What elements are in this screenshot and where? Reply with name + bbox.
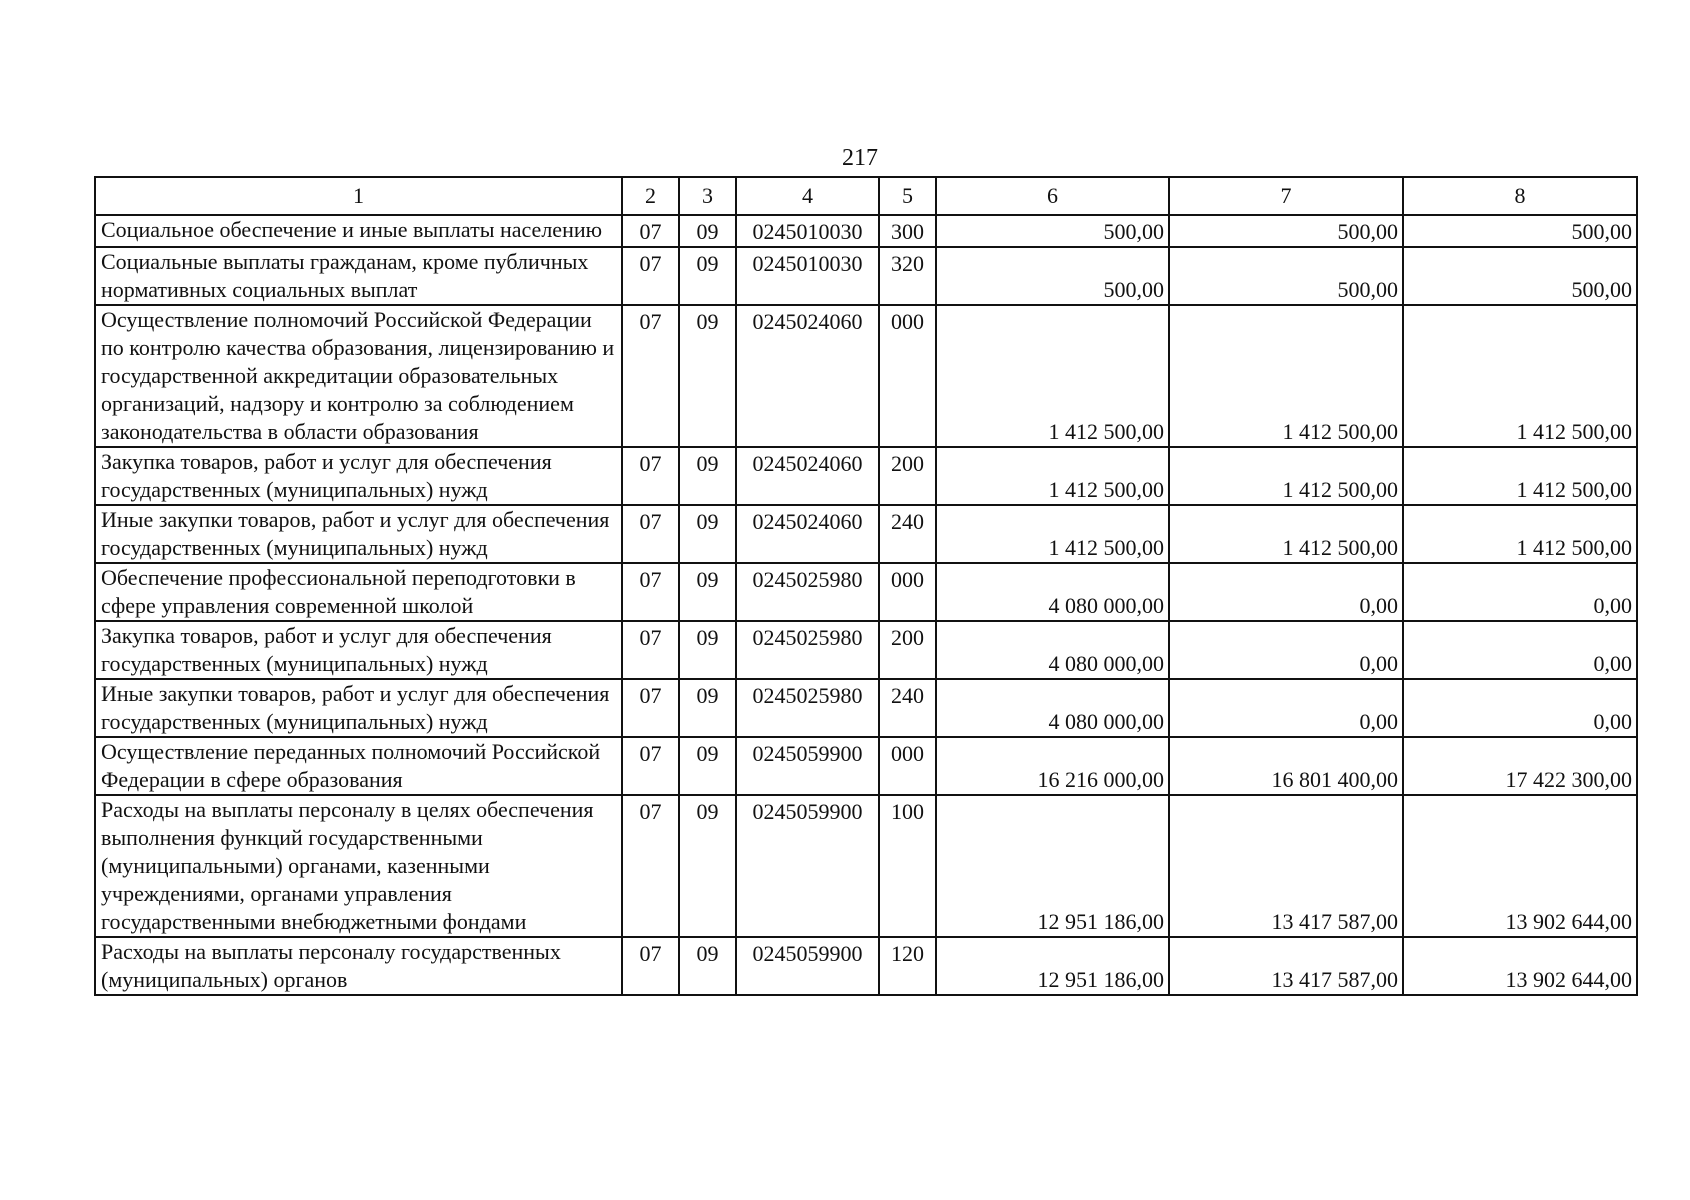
section-code: 07 <box>622 621 679 679</box>
subsection-code: 09 <box>679 795 736 937</box>
table-row <box>95 305 1637 447</box>
amount-col-6: 4 080 000,00 <box>936 679 1169 737</box>
subsection-code: 09 <box>679 447 736 505</box>
target-article-code: 0245010030 <box>736 247 879 305</box>
table-row <box>95 247 1637 305</box>
target-article-code: 0245059900 <box>736 937 879 995</box>
amount-col-6: 4 080 000,00 <box>936 621 1169 679</box>
target-article-code: 0245024060 <box>736 305 879 447</box>
amount-col-7: 1 412 500,00 <box>1169 447 1403 505</box>
table-row <box>95 737 1637 795</box>
amount-col-7: 13 417 587,00 <box>1169 937 1403 995</box>
amount-col-7: 16 801 400,00 <box>1169 737 1403 795</box>
amount-col-7: 0,00 <box>1169 679 1403 737</box>
amount-col-6: 500,00 <box>936 247 1169 305</box>
target-article-code: 0245025980 <box>736 621 879 679</box>
subsection-code: 09 <box>679 505 736 563</box>
expense-type-code: 000 <box>879 563 936 621</box>
expense-name: Социальное обеспечение и иные выплаты населению <box>95 215 622 247</box>
expense-name: Иные закупки товаров, работ и услуг для обеспечения государственных (муниципальных) нужд <box>95 505 622 563</box>
expense-name: Социальные выплаты гражданам, кроме публичных нормативных социальных выплат <box>95 247 622 305</box>
amount-col-8: 13 902 644,00 <box>1403 937 1637 995</box>
subsection-code: 09 <box>679 563 736 621</box>
amount-col-8: 0,00 <box>1403 679 1637 737</box>
amount-col-7: 0,00 <box>1169 621 1403 679</box>
amount-col-6: 12 951 186,00 <box>936 937 1169 995</box>
expense-type-code: 000 <box>879 305 936 447</box>
expense-name: Расходы на выплаты персоналу в целях обеспечения выполнения функций государственными (муниципальными) органами, казенными учреждениями, органами управления государственными внебюджетными фондами <box>95 795 622 937</box>
target-article-code: 0245010030 <box>736 215 879 247</box>
amount-col-8: 0,00 <box>1403 621 1637 679</box>
subsection-code: 09 <box>679 737 736 795</box>
column-header: 2 <box>622 177 679 215</box>
amount-col-8: 500,00 <box>1403 247 1637 305</box>
expense-name: Расходы на выплаты персоналу государственных (муниципальных) органов <box>95 937 622 995</box>
amount-col-8: 500,00 <box>1403 215 1637 247</box>
expense-type-code: 200 <box>879 447 936 505</box>
expense-type-code: 200 <box>879 621 936 679</box>
subsection-code: 09 <box>679 305 736 447</box>
amount-col-8: 0,00 <box>1403 563 1637 621</box>
amount-col-7: 0,00 <box>1169 563 1403 621</box>
expense-type-code: 240 <box>879 679 936 737</box>
expense-type-code: 240 <box>879 505 936 563</box>
amount-col-7: 13 417 587,00 <box>1169 795 1403 937</box>
expense-type-code: 100 <box>879 795 936 937</box>
section-code: 07 <box>622 247 679 305</box>
amount-col-7: 500,00 <box>1169 247 1403 305</box>
section-code: 07 <box>622 563 679 621</box>
budget-table <box>94 176 1638 996</box>
column-header: 1 <box>95 177 622 215</box>
column-header: 8 <box>1403 177 1637 215</box>
section-code: 07 <box>622 795 679 937</box>
expense-type-code: 300 <box>879 215 936 247</box>
expense-name: Закупка товаров, работ и услуг для обеспечения государственных (муниципальных) нужд <box>95 447 622 505</box>
amount-col-8: 1 412 500,00 <box>1403 447 1637 505</box>
column-header: 3 <box>679 177 736 215</box>
amount-col-7: 500,00 <box>1169 215 1403 247</box>
subsection-code: 09 <box>679 215 736 247</box>
amount-col-6: 4 080 000,00 <box>936 563 1169 621</box>
amount-col-7: 1 412 500,00 <box>1169 505 1403 563</box>
amount-col-6: 1 412 500,00 <box>936 305 1169 447</box>
amount-col-8: 13 902 644,00 <box>1403 795 1637 937</box>
table-row <box>95 621 1637 679</box>
expense-type-code: 000 <box>879 737 936 795</box>
subsection-code: 09 <box>679 937 736 995</box>
target-article-code: 0245025980 <box>736 563 879 621</box>
target-article-code: 0245059900 <box>736 737 879 795</box>
amount-col-6: 500,00 <box>936 215 1169 247</box>
subsection-code: 09 <box>679 679 736 737</box>
amount-col-6: 1 412 500,00 <box>936 447 1169 505</box>
table-row <box>95 679 1637 737</box>
table-row <box>95 215 1637 247</box>
section-code: 07 <box>622 305 679 447</box>
amount-col-8: 1 412 500,00 <box>1403 305 1637 447</box>
expense-type-code: 320 <box>879 247 936 305</box>
expense-name: Иные закупки товаров, работ и услуг для обеспечения государственных (муниципальных) нужд <box>95 679 622 737</box>
expense-name: Осуществление полномочий Российской Федерации по контролю качества образования, лицензированию и государственной аккредитации образовательных организаций, надзору и контролю за соблюдением законодательства в области образования <box>95 305 622 447</box>
page-number: 217 <box>842 145 878 171</box>
target-article-code: 0245025980 <box>736 679 879 737</box>
target-article-code: 0245024060 <box>736 505 879 563</box>
table-row <box>95 937 1637 995</box>
header-row <box>95 177 1637 215</box>
amount-col-6: 16 216 000,00 <box>936 737 1169 795</box>
amount-col-8: 17 422 300,00 <box>1403 737 1637 795</box>
section-code: 07 <box>622 505 679 563</box>
section-code: 07 <box>622 215 679 247</box>
column-header: 7 <box>1169 177 1403 215</box>
target-article-code: 0245024060 <box>736 447 879 505</box>
table-row <box>95 563 1637 621</box>
expense-name: Обеспечение профессиональной переподготовки в сфере управления современной школой <box>95 563 622 621</box>
subsection-code: 09 <box>679 621 736 679</box>
expense-name: Закупка товаров, работ и услуг для обеспечения государственных (муниципальных) нужд <box>95 621 622 679</box>
amount-col-6: 12 951 186,00 <box>936 795 1169 937</box>
section-code: 07 <box>622 679 679 737</box>
section-code: 07 <box>622 937 679 995</box>
amount-col-6: 1 412 500,00 <box>936 505 1169 563</box>
column-header: 4 <box>736 177 879 215</box>
section-code: 07 <box>622 447 679 505</box>
target-article-code: 0245059900 <box>736 795 879 937</box>
column-header: 6 <box>936 177 1169 215</box>
amount-col-8: 1 412 500,00 <box>1403 505 1637 563</box>
section-code: 07 <box>622 737 679 795</box>
expense-name: Осуществление переданных полномочий Российской Федерации в сфере образования <box>95 737 622 795</box>
amount-col-7: 1 412 500,00 <box>1169 305 1403 447</box>
subsection-code: 09 <box>679 247 736 305</box>
expense-type-code: 120 <box>879 937 936 995</box>
column-header: 5 <box>879 177 936 215</box>
table-row <box>95 795 1637 937</box>
table-row <box>95 447 1637 505</box>
table-row <box>95 505 1637 563</box>
